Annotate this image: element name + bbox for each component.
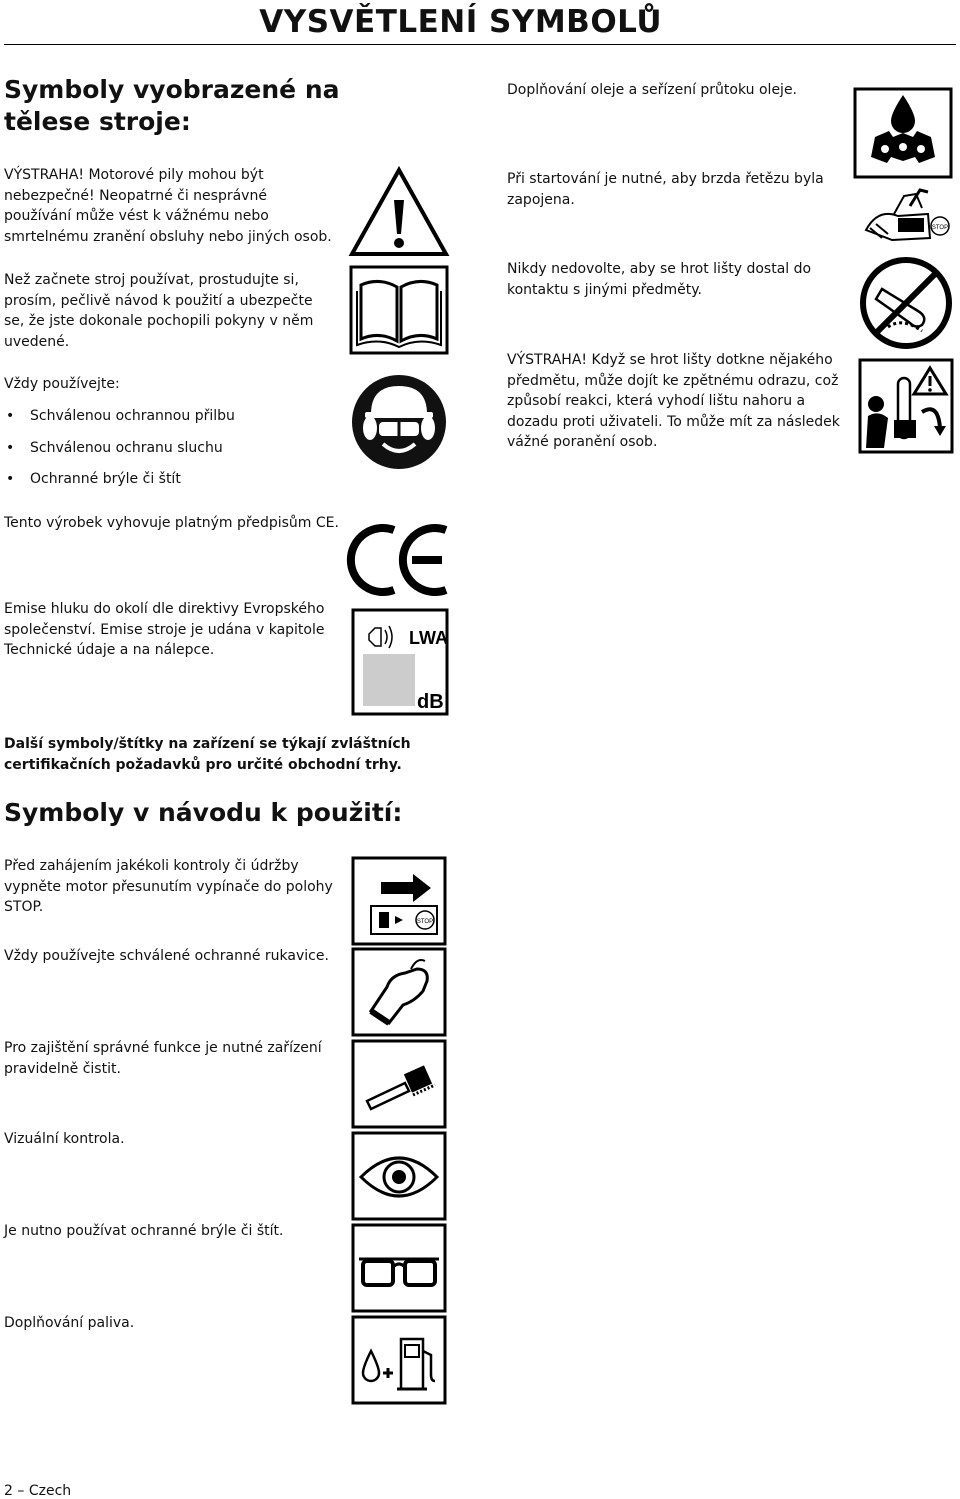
- certification-paragraph: Další symboly/štítky na zařízení se týkají zvláštních certifikačních požadavků pro určité obchodní trhy.: [4, 736, 411, 773]
- noise-paragraph: Emise hluku do okolí dle direktivy Evropského společenství. Emise stroje je udána v kapitole Technické údaje a na nálepce.: [4, 601, 325, 658]
- page-title: VYSVĚTLENÍ SYMBOLŮ: [259, 4, 662, 40]
- ce-mark-icon: [350, 520, 450, 600]
- oil-paragraph: Doplňování oleje a seřízení průtoku oleje.: [507, 82, 798, 98]
- warning-triangle-icon: [349, 166, 449, 258]
- read-manual-book-icon: [349, 265, 449, 355]
- page-footer: [4, 1483, 71, 1499]
- ppe-item-eyes: • Ochranné brýle či štít: [4, 469, 181, 489]
- lwa-label: LWA: [409, 628, 448, 648]
- safety-glasses-icon: [351, 1223, 447, 1313]
- svg-text:STOP: STOP: [931, 225, 949, 231]
- visual-paragraph: Vizuální kontrola.: [4, 1131, 125, 1147]
- ppe-item-helmet: • Schválenou ochrannou přilbu: [4, 406, 235, 426]
- tip-paragraph: Nikdy nedovolte, aby se hrot lišty dostal do kontaktu s jinými předměty.: [507, 261, 812, 298]
- stop-paragraph: Před zahájením jakékoli kontroly či údržby vypněte motor přesunutím vypínače do polohy STOP.: [4, 858, 333, 915]
- gloves-paragraph: Vždy používejte schválené ochranné rukavice.: [4, 948, 329, 964]
- fuel-paragraph: Doplňování paliva.: [4, 1315, 135, 1331]
- manual-symbols-heading: Symboly v návodu k použití:: [4, 798, 403, 827]
- fuel-refill-icon: [351, 1315, 447, 1405]
- stop-switch-icon: [351, 856, 447, 946]
- stop-label: STOP: [416, 919, 434, 925]
- clean-paragraph: Pro zajištění správné funkce je nutné zařízení pravidelně čistit.: [4, 1040, 322, 1077]
- protective-gloves-icon: [351, 947, 447, 1037]
- kickback-paragraph: VÝSTRAHA! Když se hrot lišty dotkne nějakého předmětu, může dojít ke zpětnému odrazu, což způsobí reakci, která vyhodí lištu nahoru a dozadu proti uživateli. To může mít za následek vážné poranění osob.: [507, 352, 840, 450]
- visual-inspection-eye-icon: [351, 1131, 447, 1221]
- warning-paragraph: VÝSTRAHA! Motorové pily mohou být nebezpečné! Neopatrné či nesprávné používání může vést k vážnému nebo smrtelnému zranění obsluhy nebo jiných osob.: [4, 167, 332, 245]
- helmet-hearing-eye-protection-icon: [349, 372, 449, 472]
- noise-level-label-icon: [351, 608, 449, 716]
- footer-dash: –: [17, 1483, 25, 1499]
- db-label: dB: [417, 691, 444, 713]
- glasses-paragraph: Je nutno používat ochranné brýle či štít.: [4, 1223, 284, 1239]
- chain-oil-icon: [853, 87, 953, 179]
- header-rule: [4, 44, 956, 45]
- kickback-warning-icon: [858, 358, 954, 454]
- chain-brake-icon: [858, 178, 954, 250]
- no-tip-contact-icon: [858, 255, 954, 351]
- page-number: 2: [4, 1483, 13, 1499]
- brake-paragraph: Při startování je nutné, aby brzda řetězu byla zapojena.: [507, 171, 824, 208]
- footer-language: Czech: [28, 1483, 72, 1499]
- always-use-label: Vždy používejte:: [4, 376, 120, 392]
- read-manual-paragraph: Než začnete stroj používat, prostudujte si, prosím, pečlivě návod k použití a ubezpečte se, že jste dokonale pochopili pokyny v něm uvedené.: [4, 272, 314, 350]
- ce-paragraph: Tento výrobek vyhovuje platným předpisům CE.: [4, 515, 339, 531]
- machine-symbols-heading: Symboly vyobrazené na tělese stroje:: [4, 75, 340, 136]
- cleaning-brush-icon: [351, 1039, 447, 1129]
- ppe-item-hearing: • Schválenou ochranu sluchu: [4, 438, 223, 458]
